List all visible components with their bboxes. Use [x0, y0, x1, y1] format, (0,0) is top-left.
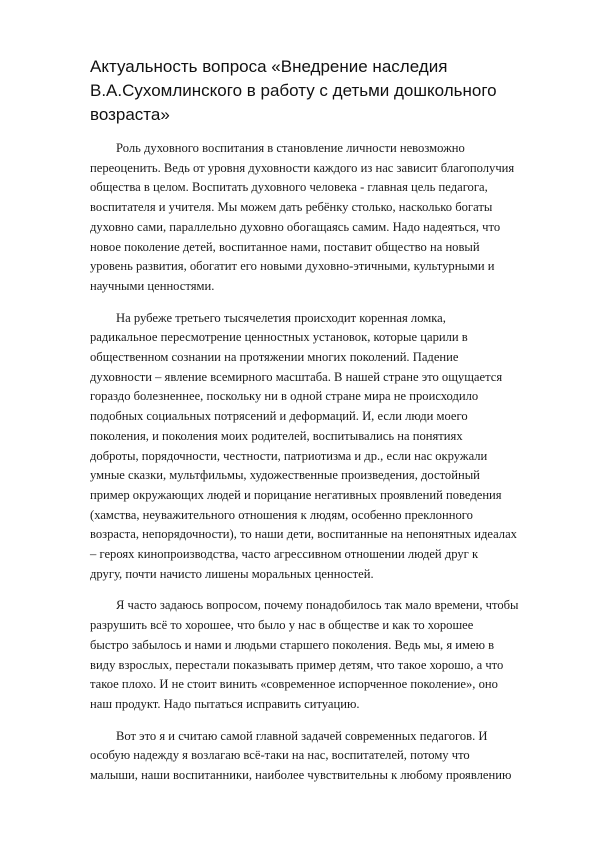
paragraph-line: особую надежду я возлагаю всё-таки на нас, воспитателей, потому что: [90, 748, 470, 763]
paragraph-line: умные сказки, мультфильмы, художественные произведения, достойный: [90, 468, 480, 483]
paragraph-line: разрушить всё то хорошее, что было у нас в обществе и как то хорошее: [90, 618, 474, 633]
paragraph-line: На рубеже третьего тысячелетия происходит коренная ломка,: [116, 310, 446, 325]
paragraph-line: радикальное пересмотрение ценностных установок, которые царили в: [90, 330, 468, 345]
paragraph-line: другу, почти начисто лишены моральных ценностей.: [90, 566, 374, 581]
paragraph-2: [90, 309, 545, 585]
paragraph-line: Вот это я и считаю самой главной задачей современных педагогов. И: [116, 728, 488, 743]
paragraph-line: наш продукт. Надо пытаться исправить ситуацию.: [90, 696, 360, 711]
paragraph-line: духовно сами, параллельно духовно обогащаясь самим. Надо надеяться, что: [90, 219, 501, 234]
paragraph-line: уровень развития, обогатит его новыми духовно-этичными, культурными и: [90, 259, 495, 274]
paragraph-line: такое плохо. И не стоит винить «современное испорченное поколение», оно: [90, 677, 498, 692]
title-line: возраста»: [90, 105, 170, 124]
paragraph-line: подобных социальных потрясений и деформаций. И, если люди моего: [90, 409, 468, 424]
paragraph-line: переоценить. Ведь от уровня духовности каждого из нас зависит благополучия: [90, 160, 515, 175]
document-title: [90, 55, 550, 127]
paragraph-line: научными ценностями.: [90, 278, 215, 293]
paragraph-line: возраста, непорядочности), то наши дети, воспитанные на непонятных идеалах: [90, 527, 517, 542]
paragraph-line: общественном сознании на протяжении многих поколений. Падение: [90, 350, 459, 365]
paragraph-line: Роль духовного воспитания в становление личности невозможно: [116, 141, 465, 155]
paragraph-line: воспитателя и учителя. Мы можем дать ребёнку столько, насколько богаты: [90, 200, 493, 215]
paragraph-line: новое поколение детей, воспитанное нами, поставит общество на новый: [90, 239, 480, 254]
document-body: [90, 139, 545, 798]
paragraph-line: – героях кинопроизводства, часто агрессивном отношении людей друг к: [90, 547, 479, 562]
paragraph-1: [90, 139, 545, 297]
paragraph-4: [90, 727, 545, 786]
paragraph-line: малыши, наши воспитанники, наиболее чувствительны к любому проявлению: [90, 768, 512, 783]
paragraph-line: быстро забылось и нами и людьми старшего поколения. Ведь мы, я имею в: [90, 637, 495, 652]
paragraph-line: виду взрослых, перестали показывать пример детям, что такое хорошо, а что: [90, 657, 504, 672]
paragraph-line: гораздо болезненнее, поскольку ни в одной стране мира не происходило: [90, 389, 479, 404]
title-line: Актуальность вопроса «Внедрение наследия: [90, 57, 448, 76]
paragraph-line: духовности – явление всемирного масштаба. В нашей стране это ощущается: [90, 369, 503, 384]
paragraph-line: пример окружающих людей и порицание негативных проявлений поведения: [90, 487, 502, 502]
paragraph-line: Я часто задаюсь вопросом, почему понадобилось так мало времени, чтобы: [116, 598, 519, 613]
paragraph-line: доброты, порядочности, честности, патриотизма и др., если нас окружали: [90, 448, 488, 463]
paragraph-line: поколения, и поколения моих родителей, воспитывались на понятиях: [90, 428, 463, 443]
paragraph-line: (хамства, неуважительного отношения к людям, особенно преклонного: [90, 507, 473, 522]
title-line: В.А.Сухомлинского в работу с детьми дошкольного: [90, 81, 497, 100]
paragraph-3: [90, 596, 545, 714]
paragraph-line: общества в целом. Воспитать духовного человека - главная цель педагога,: [90, 180, 488, 195]
